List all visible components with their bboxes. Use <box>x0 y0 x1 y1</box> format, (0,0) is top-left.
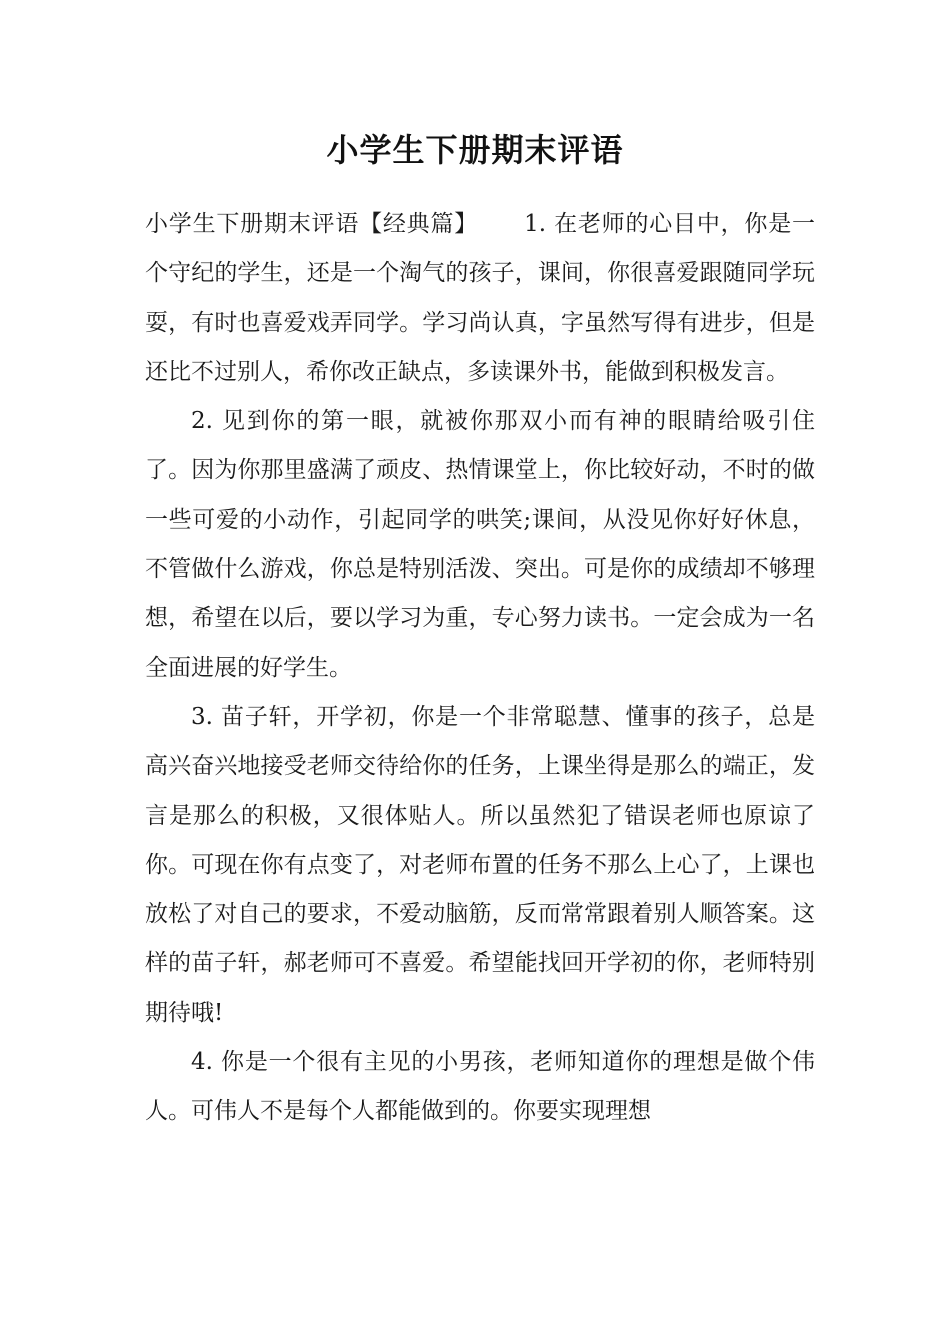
document-body <box>145 200 815 1137</box>
document-title: 小学生下册期末评语 <box>326 131 624 169</box>
intro-heading: 小学生下册期末评语【经典篇】 <box>145 211 479 237</box>
paragraph-4: 4. 你是一个很有主见的小男孩，老师知道你的理想是做个伟人。可伟人不是每个人都能做到的。你要实现理想 <box>145 1049 815 1125</box>
paragraph-1-text: 1. 在老师的心目中，你是一个守纪的学生，还是一个淘气的孩子，课间，你很喜爱跟随同学玩耍，有时也喜爱戏弄同学。学习尚认真，字虽然写得有进步，但是还比不过别人，希你改正缺点，多读课外书，能做到积极发言。 <box>145 211 816 385</box>
paragraph-2: 2. 见到你的第一眼，就被你那双小而有神的眼睛给吸引住了。因为你那里盛满了顽皮、热情课堂上，你比较好动，不时的做一些可爱的小动作，引起同学的哄笑;课间，从没见你好好休息，不管做什么游戏，你总是特别活泼、突出。可是你的成绩却不够理想，希望在以后，要以学习为重，专心努力读书。一定会成为一名全面进展的好学生。 <box>145 408 815 681</box>
paragraph-1 <box>145 200 815 397</box>
paragraph-3: 3. 苗子轩，开学初，你是一个非常聪慧、懂事的孩子，总是高兴奋兴地接受老师交待给你的任务，上课坐得是那么的端正，发言是那么的积极，又很体贴人。所以虽然犯了错误老师也原谅了你。可现在你有点变了，对老师布置的任务不那么上心了，上课也放松了对自己的要求，不爱动脑筋，反而常常跟着别人顺答案。这样的苗子轩，郝老师可不喜爱。希望能找回开学初的你，老师特别期待哦! <box>145 703 815 1026</box>
